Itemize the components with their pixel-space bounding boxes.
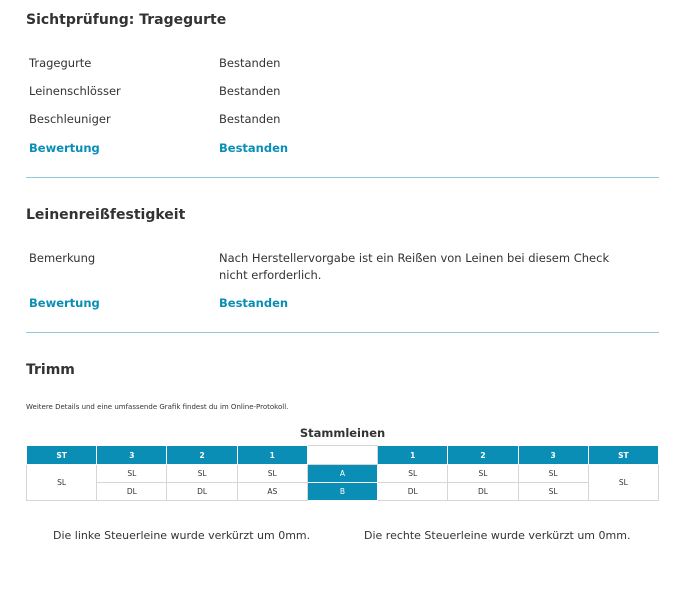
cell-a-3-right: SL — [518, 465, 588, 483]
cell-b-2-left: DL — [167, 483, 237, 501]
cell-b-2-right: DL — [448, 483, 518, 501]
section-title-tragegurte: Sichtprüfung: Tragegurte — [26, 12, 227, 28]
trim-table — [26, 445, 659, 501]
header-cell-1-right: 1 — [378, 446, 448, 465]
label-bemerkung: Bemerkung — [29, 251, 96, 265]
cell-a-2-left: SL — [167, 465, 237, 483]
cell-st-left: SL — [27, 465, 97, 501]
cell-a-2-right: SL — [448, 465, 518, 483]
header-cell-st-left: ST — [27, 446, 97, 465]
section-title-trimm: Trimm — [26, 362, 75, 378]
right-brake-line-summary: Die rechte Steuerleine wurde verkürzt um 0mm. — [364, 529, 631, 542]
trim-table-row-b — [27, 483, 659, 501]
cell-a-1-left: SL — [237, 465, 307, 483]
rating-label-reissfestigkeit: Bewertung — [29, 296, 100, 310]
section-divider — [26, 332, 659, 333]
value-leinenschloesser: Bestanden — [219, 84, 281, 98]
cell-b-3-right: SL — [518, 483, 588, 501]
header-cell-3-left: 3 — [97, 446, 167, 465]
trim-table-row-a — [27, 465, 659, 483]
label-beschleuniger: Beschleuniger — [29, 112, 111, 126]
rating-value-reissfestigkeit: Bestanden — [219, 296, 289, 310]
cell-row-label-a: A — [307, 465, 377, 483]
cell-b-1-left: AS — [237, 483, 307, 501]
header-cell-st-right: ST — [588, 446, 658, 465]
rating-label-tragegurte: Bewertung — [29, 141, 100, 155]
left-brake-line-summary: Die linke Steuerleine wurde verkürzt um 0mm. — [53, 529, 311, 542]
cell-a-3-left: SL — [97, 465, 167, 483]
value-beschleuniger: Bestanden — [219, 112, 281, 126]
header-cell-2-right: 2 — [448, 446, 518, 465]
cell-b-1-right: DL — [378, 483, 448, 501]
cell-b-3-left: DL — [97, 483, 167, 501]
table-title-stammleinen: Stammleinen — [299, 426, 386, 440]
header-cell-center — [307, 446, 377, 465]
label-leinenschloesser: Leinenschlösser — [29, 84, 121, 98]
trim-table-header-row — [27, 446, 659, 465]
header-cell-2-left: 2 — [167, 446, 237, 465]
cell-st-right: SL — [588, 465, 658, 501]
value-tragegurte: Bestanden — [219, 56, 281, 70]
value-bemerkung: Nach Herstellervorgabe ist ein Reißen von Leinen bei diesem Check nicht erforderlich. — [219, 251, 610, 282]
header-cell-1-left: 1 — [237, 446, 307, 465]
label-tragegurte: Tragegurte — [29, 56, 92, 70]
header-cell-3-right: 3 — [518, 446, 588, 465]
cell-row-label-b: B — [307, 483, 377, 501]
section-divider — [26, 177, 659, 178]
rating-value-tragegurte: Bestanden — [219, 141, 289, 155]
cell-a-1-right: SL — [378, 465, 448, 483]
online-protocol-note: Weitere Details und eine umfassende Grafik findest du im Online-Protokoll. — [26, 403, 289, 411]
section-title-leinenreissfestigkeit: Leinenreißfestigkeit — [26, 207, 186, 223]
